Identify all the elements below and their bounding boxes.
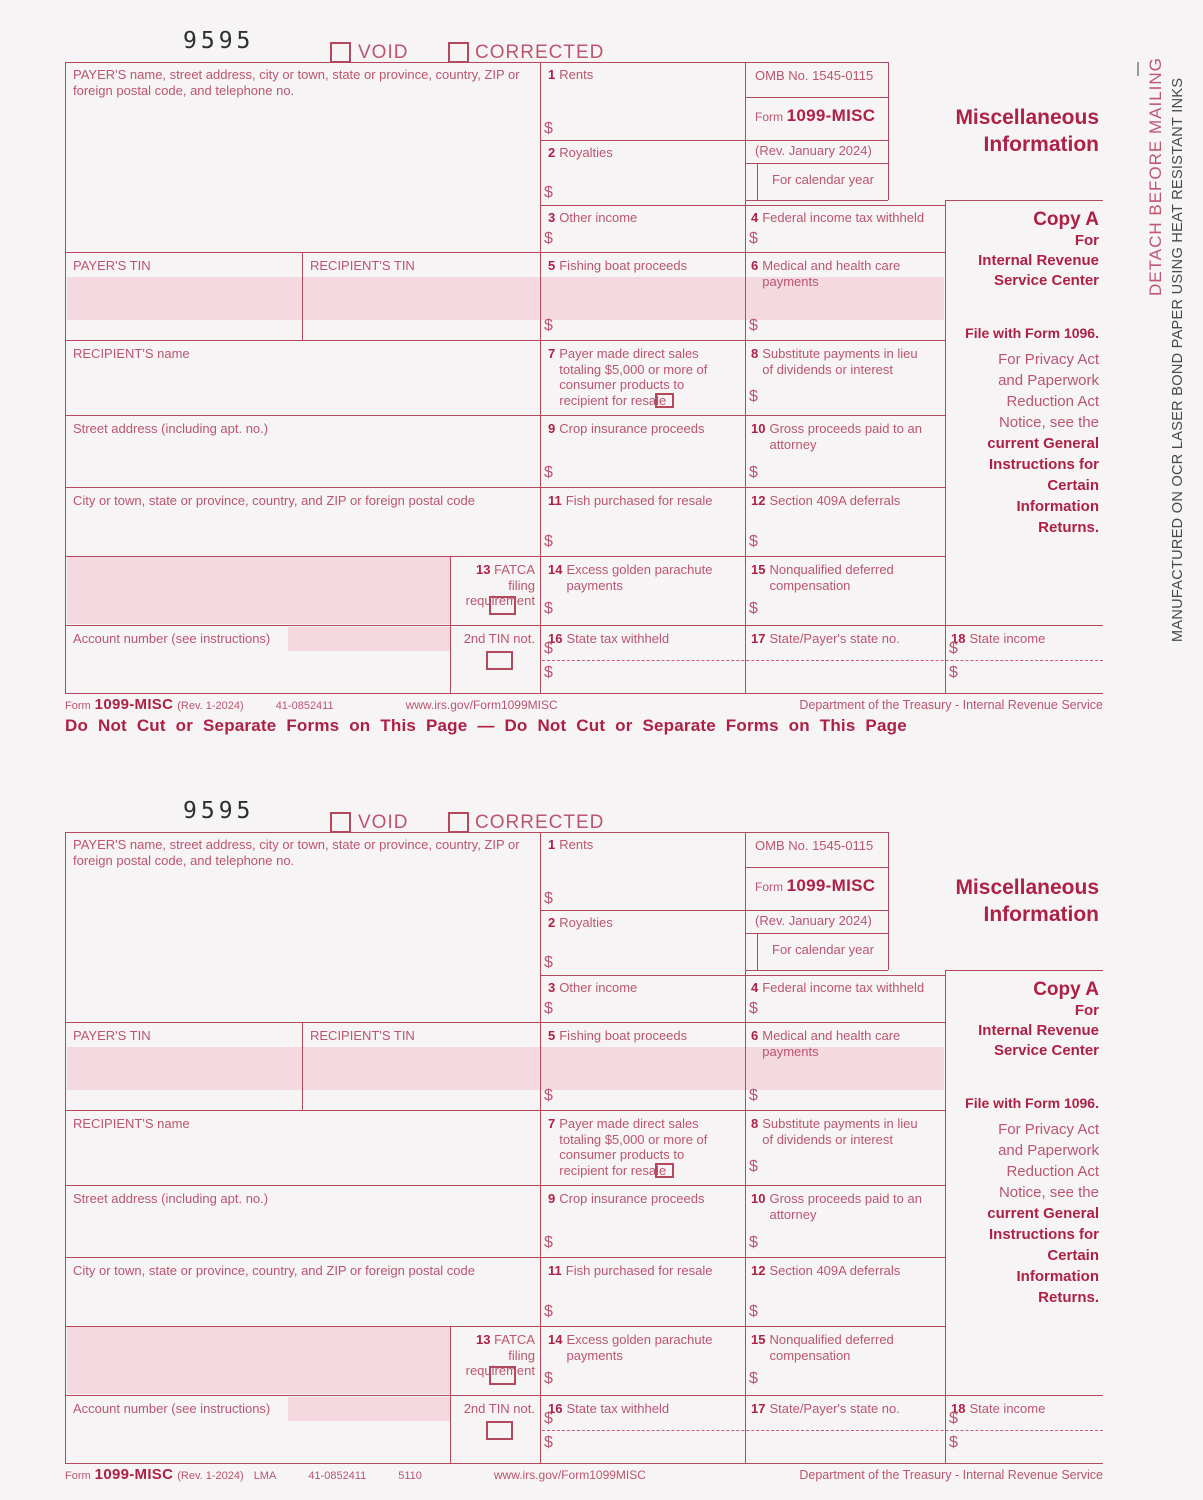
box-number: 4: [751, 210, 759, 225]
box-number: 2: [548, 915, 556, 930]
void-checkbox[interactable]: [330, 812, 351, 833]
detach-before-mailing-text: DETACH BEFORE MAILING: [1146, 57, 1165, 296]
box8-amount-field[interactable]: $: [749, 1158, 758, 1175]
box12-amount-field[interactable]: $: [749, 533, 758, 550]
box-number: 3: [548, 980, 556, 995]
form-number-line: [755, 106, 875, 126]
rule-line: [65, 693, 1103, 694]
box1-label: [548, 67, 736, 83]
box18-label: [951, 1401, 1101, 1417]
omb-number: OMB No. 1545-0115: [755, 68, 874, 83]
footer-treasury-text: Department of the Treasury - Internal Revenue Service: [799, 698, 1103, 712]
rule-line: [65, 556, 945, 557]
recipient-tin-label: RECIPIENT'S TIN: [310, 258, 415, 273]
box3-amount-field[interactable]: $: [544, 1000, 553, 1017]
box-label-text: Crop insurance proceeds: [559, 1191, 705, 1206]
box13-fatca-checkbox[interactable]: [489, 596, 516, 615]
box-number: 18: [951, 1401, 966, 1416]
rule-line: [540, 910, 888, 911]
box18-amount-field-1[interactable]: $: [949, 1410, 958, 1427]
box11-label: [548, 1263, 736, 1279]
city-label: City or town, state or province, country, and ZIP or foreign postal code: [73, 1263, 475, 1278]
copy-a-block: [945, 978, 1099, 1308]
box1-amount-field[interactable]: $: [544, 890, 553, 907]
box-label-text: Federal income tax withheld: [762, 980, 925, 995]
box16-amount-field-2[interactable]: $: [544, 664, 553, 681]
privacy-act-notice: [945, 349, 1099, 538]
box10-amount-field[interactable]: $: [749, 1234, 758, 1251]
form-grid: [65, 62, 1103, 693]
box15-amount-field[interactable]: $: [749, 1370, 758, 1387]
box-label-text: Fishing boat proceeds: [559, 258, 688, 273]
box16-amount-field-1[interactable]: $: [544, 1410, 553, 1427]
box-label-text: Fish purchased for resale: [565, 493, 713, 508]
box4-label: [751, 980, 941, 996]
box2-amount-field[interactable]: $: [544, 954, 553, 971]
box1-amount-field[interactable]: $: [544, 120, 553, 137]
box-label-text: State/Payer's state no.: [769, 631, 900, 646]
box-number: 14: [548, 562, 563, 577]
box-label-text: Fishing boat proceeds: [559, 1028, 688, 1043]
second-tin-checkbox[interactable]: [486, 1421, 513, 1440]
box-label-text: Substitute payments in lieu of dividends or interest: [762, 346, 918, 377]
form-copy-1: [65, 28, 1103, 728]
footer-form-number: 1099-MISC: [94, 1466, 174, 1483]
box-label-text: Crop insurance proceeds: [559, 421, 705, 436]
box-number: 14: [548, 1332, 563, 1347]
box-label-text: Rents: [559, 837, 594, 852]
box-number: 3: [548, 210, 556, 225]
box14-label: [548, 1332, 733, 1363]
box18-label: [951, 631, 1101, 647]
box-number: 6: [751, 1028, 759, 1043]
box9-amount-field[interactable]: $: [544, 1234, 553, 1251]
rule-line: [65, 252, 945, 253]
street-address-label: Street address (including apt. no.): [73, 421, 269, 436]
box-number: 9: [548, 1191, 556, 1206]
copy-a-label: Copy A: [1033, 979, 1099, 1000]
do-not-cut-banner: Do Not Cut or Separate Forms on This Page — Do Not Cut or Separate Forms on This Page: [65, 716, 907, 735]
box-label-text: FATCA filing requirement: [465, 1332, 535, 1378]
rule-line: [65, 832, 66, 1463]
box2-label: [548, 915, 736, 931]
box-number: 17: [751, 631, 766, 646]
rule-line: [65, 625, 1103, 626]
privacy-bold-text: current General Instructions for Certain Information Returns.: [987, 435, 1099, 536]
box4-label: [751, 210, 941, 226]
rule-line: [540, 62, 541, 693]
box-label-text: Medical and health care payments: [762, 1028, 901, 1059]
box-number: 13: [475, 562, 491, 577]
privacy-bold-text: current General Instructions for Certain Information Returns.: [987, 1205, 1099, 1306]
rule-line: [745, 867, 888, 868]
box18-amount-field-2[interactable]: $: [949, 1434, 958, 1451]
box9-label: [548, 1191, 736, 1207]
rule-line: [65, 1022, 945, 1023]
box15-amount-field[interactable]: $: [749, 600, 758, 617]
rule-line: [945, 200, 1103, 201]
file-with-1096: File with Form 1096.: [965, 325, 1099, 341]
box-label-text: Gross proceeds paid to an attorney: [769, 1191, 922, 1222]
rule-line: [65, 1326, 945, 1327]
box5-label: [548, 1028, 736, 1044]
payer-name-label: PAYER'S name, street address, city or town, state or province, country, ZIP or foreign postal code, and telephone no.: [73, 67, 520, 98]
footer-lma-code: LMA: [253, 1470, 277, 1482]
rule-line: [540, 205, 945, 206]
rule-line: [65, 1110, 945, 1111]
box7-label: [548, 346, 730, 408]
box16-label: [548, 1401, 736, 1417]
footer-form-word: Form: [65, 1470, 91, 1482]
box6-label: [751, 258, 937, 289]
copy-a-for: For: [1074, 232, 1099, 249]
rule-line: [540, 832, 541, 1463]
account-number-label: Account number (see instructions): [73, 1401, 271, 1416]
box-number: 16: [548, 1401, 563, 1416]
copy-a-label: Copy A: [1033, 209, 1099, 230]
box-label-text: FATCA filing requirement: [465, 562, 535, 608]
rule-line: [745, 62, 746, 693]
box-label-text: Section 409A deferrals: [769, 1263, 901, 1278]
omb-number: OMB No. 1545-0115: [755, 838, 874, 853]
box3-amount-field[interactable]: $: [544, 230, 553, 247]
payer-tin-label: PAYER'S TIN: [73, 258, 151, 273]
form-title: [893, 874, 1099, 928]
box1-label: [548, 837, 736, 853]
box8-amount-field[interactable]: $: [749, 388, 758, 405]
form-word: Form: [755, 110, 783, 124]
corrected-label: CORRECTED: [475, 812, 605, 833]
form-number-line: [755, 876, 875, 896]
corrected-label: CORRECTED: [475, 42, 605, 63]
footer-5110-code: 5110: [398, 1470, 422, 1482]
void-label: VOID: [358, 812, 409, 833]
payer-name-label: PAYER'S name, street address, city or town, state or province, country, ZIP or foreign postal code, and telephone no.: [73, 837, 520, 868]
box5-label: [548, 258, 736, 274]
box16-amount-field-1[interactable]: $: [544, 640, 553, 657]
rule-line: [757, 933, 758, 970]
revision-label: (Rev. January 2024): [755, 143, 872, 158]
box-number: 7: [548, 346, 556, 361]
form-title-line2: Information: [983, 903, 1099, 926]
rule-line: [745, 933, 888, 934]
void-checkbox[interactable]: [330, 42, 351, 63]
copy-a-irs1: Internal Revenue: [978, 252, 1099, 269]
box-label-text: Royalties: [559, 145, 613, 160]
account-number-label: Account number (see instructions): [73, 631, 271, 646]
void-label: VOID: [358, 42, 409, 63]
box-number: 18: [951, 631, 966, 646]
box8-label: [751, 1116, 941, 1147]
box-number: 4: [751, 980, 759, 995]
box-label-text: Rents: [559, 67, 594, 82]
box-number: 5: [548, 258, 556, 273]
rule-line: [745, 970, 888, 971]
box8-label: [751, 346, 941, 377]
box-number: 11: [548, 493, 562, 508]
box-number: 10: [751, 1191, 766, 1206]
copy-a-irs2: Service Center: [993, 1042, 1099, 1059]
form-title-line2: Information: [983, 133, 1099, 156]
rule-line: [542, 1430, 1103, 1431]
rule-line: [65, 1185, 945, 1186]
box5-amount-field[interactable]: $: [544, 317, 553, 334]
box10-label: [751, 421, 941, 452]
box10-label: [751, 1191, 941, 1222]
form-code-9595: 9595: [183, 28, 255, 54]
rule-line: [745, 832, 746, 1463]
box11-amount-field[interactable]: $: [544, 533, 553, 550]
box-label-text: State tax withheld: [566, 631, 670, 646]
form-title-line1: Miscellaneous: [955, 106, 1099, 129]
box-number: 2: [548, 145, 556, 160]
box15-label: [751, 562, 941, 593]
second-tin-label: 2nd TIN not.: [463, 631, 535, 646]
corrected-checkbox[interactable]: [448, 812, 469, 833]
irs-url-link[interactable]: www.irs.gov/Form1099MISC: [493, 1468, 646, 1482]
box12-amount-field[interactable]: $: [749, 1303, 758, 1320]
rule-line: [888, 62, 889, 200]
fatca-row-band: [67, 1327, 450, 1394]
box13-fatca-checkbox[interactable]: [489, 1366, 516, 1385]
rule-line: [540, 140, 888, 141]
form-title-line1: Miscellaneous: [955, 876, 1099, 899]
box-number: 7: [548, 1116, 556, 1131]
recipient-tin-label: RECIPIENT'S TIN: [310, 1028, 415, 1043]
box-number: 8: [751, 1116, 759, 1131]
box10-amount-field[interactable]: $: [749, 464, 758, 481]
rule-line: [65, 1257, 945, 1258]
box15-label: [751, 1332, 941, 1363]
privacy-regular-text: For Privacy Act and Paperwork Reduction Act Notice, see the: [998, 351, 1099, 431]
box12-label: [751, 1263, 941, 1279]
box-number: 15: [751, 562, 766, 577]
rule-line: [888, 832, 889, 970]
footer-revision: (Rev. 1-2024): [177, 1470, 244, 1482]
rule-line: [745, 200, 888, 201]
box7-resale-checkbox[interactable]: [655, 393, 674, 408]
rule-line: [757, 163, 758, 200]
form-copy-2: [65, 798, 1103, 1498]
rule-line: [65, 1463, 1103, 1464]
form-number: 1099-MISC: [786, 876, 876, 895]
box6-amount-field[interactable]: $: [749, 317, 758, 334]
box-label-text: State income: [969, 631, 1046, 646]
box14-label: [548, 562, 733, 593]
recipient-name-label: RECIPIENT'S name: [73, 1116, 190, 1131]
box-label-text: Royalties: [559, 915, 613, 930]
box-label-text: Other income: [559, 980, 638, 995]
box-number: 10: [751, 421, 766, 436]
box5-amount-field[interactable]: $: [544, 1087, 553, 1104]
footer-plate-number: 41-0852411: [308, 1470, 367, 1482]
box4-amount-field[interactable]: $: [749, 230, 758, 247]
box-number: 13: [475, 1332, 491, 1347]
form-number: 1099-MISC: [786, 106, 876, 125]
rule-line: [65, 415, 945, 416]
box17-label: [751, 631, 941, 647]
form-footer: [65, 1466, 1103, 1483]
box9-amount-field[interactable]: $: [544, 464, 553, 481]
second-tin-checkbox[interactable]: [486, 651, 513, 670]
rule-line: [542, 660, 1103, 661]
box-number: 11: [548, 1263, 562, 1278]
box-label-text: Medical and health care payments: [762, 258, 901, 289]
footer-form-word: Form: [65, 700, 91, 712]
box2-label: [548, 145, 736, 161]
copy-a-for: For: [1074, 1002, 1099, 1019]
box-number: 5: [548, 1028, 556, 1043]
privacy-regular-text: For Privacy Act and Paperwork Reduction Act Notice, see the: [998, 1121, 1099, 1201]
box11-amount-field[interactable]: $: [544, 1303, 553, 1320]
recipient-name-label: RECIPIENT'S name: [73, 346, 190, 361]
box9-label: [548, 421, 736, 437]
box-number: 12: [751, 493, 766, 508]
fatca-row-band: [67, 557, 450, 624]
rule-line: [745, 97, 888, 98]
irs-url-link[interactable]: www.irs.gov/Form1099MISC: [405, 698, 558, 712]
rule-line: [65, 62, 66, 693]
box17-label: [751, 1401, 941, 1417]
box-label-text: Excess golden parachute payments: [566, 562, 713, 593]
box-number: 1: [548, 67, 556, 82]
cut-mark: [1137, 62, 1139, 76]
box4-amount-field[interactable]: $: [749, 1000, 758, 1017]
file-with-1096: File with Form 1096.: [965, 1095, 1099, 1111]
box-label-text: State income: [969, 1401, 1046, 1416]
street-address-label: Street address (including apt. no.): [73, 1191, 269, 1206]
box12-label: [751, 493, 941, 509]
footer-form-number: 1099-MISC: [94, 696, 174, 713]
box-number: 15: [751, 1332, 766, 1347]
box7-resale-checkbox[interactable]: [655, 1163, 674, 1178]
box-number: 12: [751, 1263, 766, 1278]
box-label-text: Payer made direct sales totaling $5,000 or more of consumer products to recipient for resale: [559, 346, 708, 408]
box-label-text: State tax withheld: [566, 1401, 670, 1416]
form-grid: [65, 832, 1103, 1463]
box-label-text: Other income: [559, 210, 638, 225]
box6-label: [751, 1028, 937, 1059]
payer-tin-label: PAYER'S TIN: [73, 1028, 151, 1043]
second-tin-label: 2nd TIN not.: [463, 1401, 535, 1416]
calendar-year-label: For calendar year: [772, 172, 874, 187]
box-label-text: Section 409A deferrals: [769, 493, 901, 508]
box16-amount-field-2[interactable]: $: [544, 1434, 553, 1451]
copy-a-irs1: Internal Revenue: [978, 1022, 1099, 1039]
box-label-text: Nonqualified deferred compensation: [769, 562, 894, 593]
box14-amount-field[interactable]: $: [544, 600, 553, 617]
box7-label: [548, 1116, 730, 1178]
copy-a-irs2: Service Center: [993, 272, 1099, 289]
box-number: 1: [548, 837, 556, 852]
box18-amount-field-2[interactable]: $: [949, 664, 958, 681]
account-entry-band[interactable]: [288, 627, 450, 651]
box-label-text: State/Payer's state no.: [769, 1401, 900, 1416]
box14-amount-field[interactable]: $: [544, 1370, 553, 1387]
footer-revision: (Rev. 1-2024): [177, 700, 244, 712]
corrected-checkbox[interactable]: [448, 42, 469, 63]
box16-label: [548, 631, 736, 647]
manufactured-on-ocr-paper-text: MANUFACTURED ON OCR LASER BOND PAPER USING HEAT RESISTANT INKS: [1170, 77, 1186, 642]
box-label-text: Nonqualified deferred compensation: [769, 1332, 894, 1363]
box-number: 16: [548, 631, 563, 646]
box-number: 6: [751, 258, 759, 273]
box-label-text: Fish purchased for resale: [565, 1263, 713, 1278]
box-label-text: Payer made direct sales totaling $5,000 or more of consumer products to recipient for resale: [559, 1116, 708, 1178]
box3-label: [548, 210, 736, 226]
box-label-text: Gross proceeds paid to an attorney: [769, 421, 922, 452]
box-label-text: Excess golden parachute payments: [566, 1332, 713, 1363]
copy-a-block: [945, 208, 1099, 538]
account-entry-band[interactable]: [288, 1397, 450, 1421]
rule-line: [65, 62, 888, 63]
rule-line: [302, 1022, 303, 1110]
rule-line: [540, 975, 945, 976]
box-number: 9: [548, 421, 556, 436]
calendar-year-label: For calendar year: [772, 942, 874, 957]
form-code-9595: 9595: [183, 798, 255, 824]
form-title: [893, 104, 1099, 158]
box18-amount-field-1[interactable]: $: [949, 640, 958, 657]
form-word: Form: [755, 880, 783, 894]
footer-plate-number: 41-0852411: [275, 700, 334, 712]
rule-line: [450, 556, 451, 693]
box-number: 8: [751, 346, 759, 361]
box-label-text: Substitute payments in lieu of dividends or interest: [762, 1116, 918, 1147]
box-number: 17: [751, 1401, 766, 1416]
box-label-text: Federal income tax withheld: [762, 210, 925, 225]
revision-label: (Rev. January 2024): [755, 913, 872, 928]
rule-line: [65, 340, 945, 341]
box11-label: [548, 493, 736, 509]
rule-line: [450, 1326, 451, 1463]
city-label: City or town, state or province, country, and ZIP or foreign postal code: [73, 493, 475, 508]
form-footer: [65, 696, 1103, 713]
rule-line: [945, 970, 1103, 971]
privacy-act-notice: [945, 1119, 1099, 1308]
rule-line: [302, 252, 303, 340]
rule-line: [65, 1395, 1103, 1396]
box6-amount-field[interactable]: $: [749, 1087, 758, 1104]
rule-line: [65, 487, 945, 488]
rule-line: [745, 163, 888, 164]
box2-amount-field[interactable]: $: [544, 184, 553, 201]
rule-line: [65, 832, 888, 833]
footer-treasury-text: Department of the Treasury - Internal Revenue Service: [799, 1468, 1103, 1482]
box3-label: [548, 980, 736, 996]
